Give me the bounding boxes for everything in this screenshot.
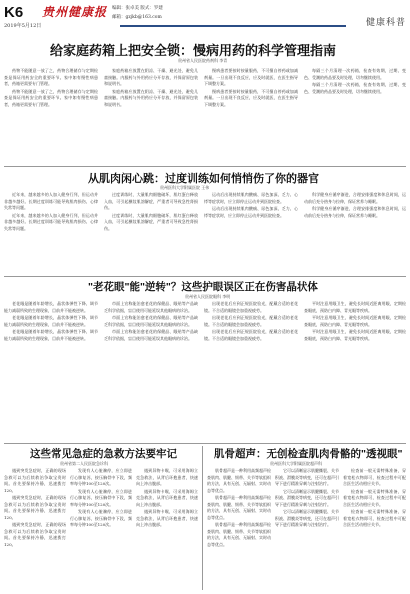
divider-3 xyxy=(4,443,406,444)
article2-title: 从肌肉闲心跳：过度训练如何悄悄伤了你的器官 xyxy=(88,173,319,185)
article4-column-1: 遇到突发急症时，正确的现场急救可以为后续救治争取宝贵时间。首先要保持冷静，迅速拨打120。 遇到突发急症时，正确的现场急救可以为后续救治争取宝贵时间。首先要保持冷静，迅速拨打120。 遇到突发急症时，正确的现场急救可以为后续救治争取宝贵时间。首先要保持冷静，迅速拨打120。 xyxy=(4,468,66,547)
divider-1 xyxy=(4,166,406,167)
article5-column-2: 它可以清晰显示肌腱撕裂、关节积液、滑膜炎等病变，还可在超声引导下进行精准穿刺与注射治疗。 它可以清晰显示肌腱撕裂、关节积液、滑膜炎等病变，还可在超声引导下进行精准穿刺与注射治疗。 它可以清晰显示肌腱撕裂、关节积液、滑膜炎等病变，还可在超声引导下进行精准穿刺与注射治疗。 xyxy=(275,468,339,527)
article1-column-3: 慢病患者要按时按量服药，不可擅自停药或加减剂量。一旦出现不良反应，应及时就医，在医生指导下调整方案。 慢病患者要按时按量服药，不可擅自停药或加减剂量。一旦出现不良反应，应及时就医，在医生指导下调整方案。 xyxy=(204,68,298,107)
article2-column-4: 科学健身应循序渐进，合理安排强度和休息时间，运动前后充分热身与拉伸，保证营养与睡眠。 科学健身应循序渐进，合理安排强度和休息时间，运动前后充分热身与拉伸，保证营养与睡眠。 xyxy=(304,192,406,218)
article5-column-1: 肌骨超声是一种利用高频超声检查肌肉、肌腱、韧带、关节等软组织的方法，具有无创、无辐射、实时动态等优点。 肌骨超声是一种利用高频超声检查肌肉、肌腱、韧带、关节等软组织的方法，具有无创、无辐射、实时动态等优点。 肌骨超声是一种利用高频超声检查肌肉、肌腱、韧带、关节等软组织的方法，具有无创、无辐射、实时动态等优点。 xyxy=(207,468,271,547)
article3-column-2: 市面上宣称能治愈老花的保健品、眼贴等产品缺乏科学依据，盲目使用可能延误其他眼病的诊治。 市面上宣称能治愈老花的保健品、眼贴等产品缺乏科学依据，盲目使用可能延误其他眼病的诊治。 市面上宣称能治愈老花的保健品、眼贴等产品缺乏科学依据，盲目使用可能延误其他眼病的诊治。 xyxy=(104,301,198,341)
section-name: 健康科普 xyxy=(365,17,406,27)
article2-column-2: 过度训练时，大量肌肉细胞破坏，肌红蛋白释放入血，可引起横纹肌溶解症，严重者可导致急性肾损伤。 过度训练时，大量肌肉细胞破坏，肌红蛋白释放入血，可引起横纹肌溶解症，严重者可导致急性肾损伤。 xyxy=(104,192,198,231)
article4-title: 这些常见急症的急救方法要牢记 xyxy=(30,448,177,460)
article1-byline: 贵州省人民医院药剂科 李青 xyxy=(178,58,228,63)
article2-column-3: 运动后出现持续肌肉酸痛、尿色加深、乏力、心悸等症状时，应立即停止运动并到医院检查。 运动后出现持续肌肉酸痛、尿色加深、乏力、心悸等症状时，应立即停止运动并到医院检查。 xyxy=(204,192,298,218)
page-header xyxy=(0,0,410,34)
newspaper-logo: 贵州健康报 xyxy=(42,5,108,19)
article3-column-1: 老花眼是随着年龄增长，晶状体弹性下降、调节能力减弱所致的生理现象，目前并不能被逆转。 老花眼是随着年龄增长，晶状体弹性下降、调节能力减弱所致的生理现象，目前并不能被逆转。 老花眼是随着年龄增长，晶状体弹性下降、调节能力减弱所致的生理现象，目前并不能被逆转。 xyxy=(4,301,98,341)
article3-column-3: 出现老花后应到正规医院验光，配戴合适的老花镜。不合适的眼镜会加重视疲劳。 出现老花后应到正规医院验光，配戴合适的老花镜。不合适的眼镜会加重视疲劳。 出现老花后应到正规医院验光，配戴合适的老花镜。不合适的眼镜会加重视疲劳。 xyxy=(204,301,298,341)
vertical-divider xyxy=(202,446,203,590)
article2-byline: 贵州医科大学附属医院 王伟 xyxy=(160,185,210,190)
article1-column-2: 家庭药箱应放置在阴凉、干燥、避光处，避免儿童接触。内服药与外用药应分开存放，并保留原包装和说明书。 家庭药箱应放置在阴凉、干燥、避光处，避免儿童接触。内服药与外用药应分开存放，并保留原包装和说明书。 xyxy=(104,68,198,107)
issue-date: 2019年5月12日 xyxy=(4,23,42,29)
editor-line: 编辑：张卓美 版式：罗建 xyxy=(112,6,163,11)
article4-column-2: 发现有人心脏骤停，应立即进行心肺复苏，按压胸骨中下段，频率每分钟100至120次。 发现有人心脏骤停，应立即进行心肺复苏，按压胸骨中下段，频率每分钟100至120次。 发现有人心脏骤停，应立即进行心肺复苏，按压胸骨中下段，频率每分钟100至120次。 xyxy=(70,468,132,527)
article3-column-4: 平时注意用眼卫生，避免长时间近距离用眼，定期检查眼底，预防白内障、青光眼等疾病。 平时注意用眼卫生，避免长时间近距离用眼，定期检查眼底，预防白内障、青光眼等疾病。 平时注意用眼卫生，避免长时间近距离用眼，定期检查眼底，预防白内障、青光眼等疾病。 xyxy=(304,301,406,341)
article1-title: 给家庭药箱上把安全锁：慢病用药的科学管理指南 xyxy=(50,43,337,58)
article5-title: 肌骨超声：无创检查肌肉骨骼的"透视眼" xyxy=(214,448,403,460)
email-line: 邮箱：gzjkb@163.com xyxy=(112,15,162,20)
article2-column-1: 近年来，越来越多的人加入健身行列，但运动并非越多越好。长期过度训练可能导致肌肉损伤、心律失常等问题。 近年来，越来越多的人加入健身行列，但运动并非越多越好。长期过度训练可能导致肌肉损伤、心律失常等问题。 xyxy=(4,192,98,231)
header-rule xyxy=(120,25,346,27)
article5-column-3: 检查前一般无需特殊准备，穿着宽松衣物即可，检查过程中可配合医生活动相应关节。 检查前一般无需特殊准备，穿着宽松衣物即可，检查过程中可配合医生活动相应关节。 检查前一般无需特殊准备，穿着宽松衣物即可，检查过程中可配合医生活动相应关节。 xyxy=(343,468,406,527)
article4-byline: 贵州省第二人民医院急诊科 xyxy=(60,461,108,466)
article3-title: "老花眼"能"逆转"？这些护眼误区正在伤害晶状体 xyxy=(88,281,318,293)
article5-byline: 贵州医科大学附属医院超声科 xyxy=(270,461,322,466)
article3-byline: 贵州省人民医院眼科 李明 xyxy=(185,294,231,299)
article4-column-3: 遇到异物卡喉，可采用海姆立克急救法，从背后环抱患者，快速向上冲击腹部。 遇到异物卡喉，可采用海姆立克急救法，从背后环抱患者，快速向上冲击腹部。 遇到异物卡喉，可采用海姆立克急救法，从背后环抱患者，快速向上冲击腹部。 xyxy=(136,468,198,527)
page-number: K6 xyxy=(4,4,24,21)
article1-column-1: 药物不能随意一放了之，药物合理储存与定期检查是保证用药安全的重要环节。家中如有慢性病患者，药箱更需要专门管理。 药物不能随意一放了之，药物合理储存与定期检查是保证用药安全的重要环节。家中如有慢性病患者，药箱更需要专门管理。 xyxy=(4,68,98,107)
divider-2 xyxy=(4,276,406,277)
article1-column-4: 每隔三个月清理一次药箱，检查有效期，过期、变色、受潮的药品要及时处理，切勿继续使用。 每隔三个月清理一次药箱，检查有效期，过期、变色、受潮的药品要及时处理，切勿继续使用。 xyxy=(304,68,406,94)
